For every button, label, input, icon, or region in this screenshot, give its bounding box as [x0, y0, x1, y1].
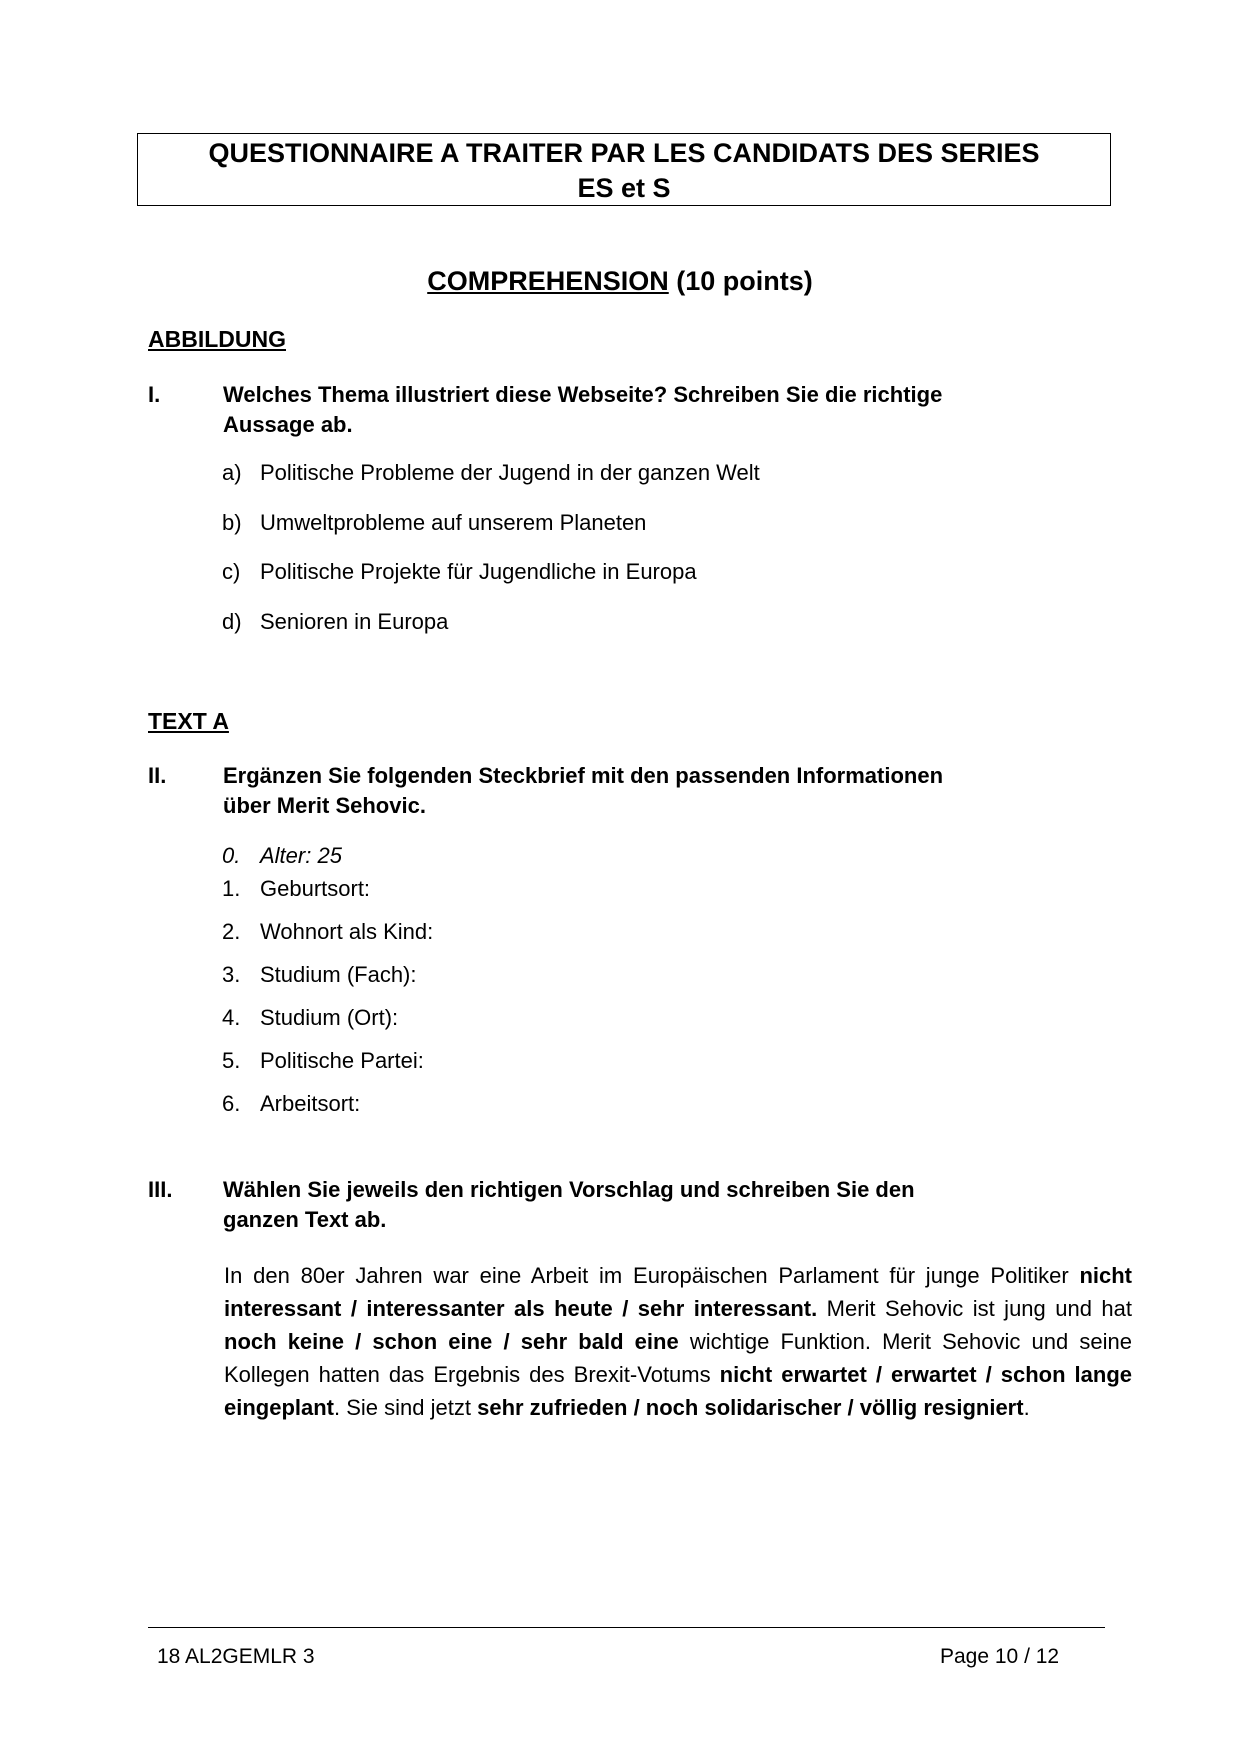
steckbrief-item-1-text: Geburtsort: — [260, 876, 371, 901]
question-3-line1: Wählen Sie jeweils den richtigen Vorschlag und schreiben Sie den — [223, 1177, 915, 1202]
question-3-number: III. — [148, 1177, 173, 1202]
choice-group-2: noch keine / schon eine / sehr bald eine — [224, 1329, 679, 1354]
question-1-line1: Welches Thema illustriert diese Webseite? Schreiben Sie die richtige — [223, 382, 943, 407]
paragraph-segment-3: wichtige Funktion. Merit Sehovic und seine Kollegen hatten das Ergebnis des Brexit-Votums — [224, 1329, 1132, 1387]
choice-group-1: nicht interessant / interessanter als heute / sehr interessant. — [224, 1263, 1132, 1321]
comprehension-title — [0, 266, 1240, 297]
footer-document-code: 18 AL2GEMLR 3 — [157, 1645, 315, 1668]
option-d-text: Senioren in Europa — [260, 609, 449, 634]
paragraph-segment-1: In den 80er Jahren war eine Arbeit im Europäischen Parlament für junge Politiker — [224, 1263, 1080, 1288]
steckbrief-item-6-text: Arbeitsort: — [260, 1091, 361, 1116]
steckbrief-item-1 — [222, 876, 370, 902]
steckbrief-item-3 — [222, 962, 417, 988]
question-1-text — [223, 380, 1083, 440]
option-d-label: d) — [222, 609, 242, 634]
steckbrief-item-6-label: 6. — [222, 1091, 241, 1116]
steckbrief-item-0 — [222, 843, 342, 869]
steckbrief-item-0-text: Alter: 25 — [260, 843, 342, 868]
steckbrief-item-2-text: Wohnort als Kind: — [260, 919, 434, 944]
questionnaire-title-line2: ES et S — [577, 173, 671, 203]
paragraph-segment-4: . Sie sind jetzt — [334, 1395, 478, 1420]
question-2-line2: über Merit Sehovic. — [223, 793, 426, 818]
questionnaire-title-line1: QUESTIONNAIRE A TRAITER PAR LES CANDIDATS DES SERIES — [208, 138, 1040, 168]
footer-divider — [148, 1627, 1105, 1628]
steckbrief-item-1-label: 1. — [222, 876, 241, 901]
option-c-text: Politische Projekte für Jugendliche in Europa — [260, 559, 697, 584]
choice-group-3: nicht erwartet / erwartet / schon lange eingeplant — [224, 1362, 1132, 1420]
gap-text-paragraph — [224, 1259, 1132, 1424]
question-3-text — [223, 1175, 1083, 1235]
comprehension-points: (10 points) — [676, 266, 813, 296]
steckbrief-item-3-label: 3. — [222, 962, 241, 987]
question-1-line2: Aussage ab. — [223, 412, 353, 437]
option-b — [222, 510, 646, 536]
option-b-label: b) — [222, 510, 242, 535]
text-a-heading: TEXT A — [148, 708, 229, 734]
steckbrief-item-2 — [222, 919, 433, 945]
comprehension-heading: COMPREHENSION — [427, 266, 669, 296]
steckbrief-item-0-label: 0. — [222, 843, 241, 868]
choice-group-4: sehr zufrieden / noch solidarischer / völlig resigniert — [477, 1395, 1024, 1420]
option-a-label: a) — [222, 460, 242, 485]
questionnaire-title-box — [137, 133, 1111, 206]
question-2-number: II. — [148, 763, 167, 788]
question-3-line2: ganzen Text ab. — [223, 1207, 387, 1232]
option-c — [222, 559, 697, 585]
option-a — [222, 460, 760, 486]
steckbrief-item-6 — [222, 1091, 360, 1117]
abbildung-heading: ABBILDUNG — [148, 326, 286, 352]
question-2-text — [223, 761, 1083, 821]
paragraph-segment-5: . — [1023, 1395, 1030, 1420]
question-2-line1: Ergänzen Sie folgenden Steckbrief mit den passenden Informationen — [223, 763, 944, 788]
footer-page-number: Page 10 / 12 — [940, 1645, 1060, 1668]
option-c-label: c) — [222, 559, 241, 584]
option-b-text: Umweltprobleme auf unserem Planeten — [260, 510, 647, 535]
steckbrief-item-2-label: 2. — [222, 919, 241, 944]
steckbrief-item-4-text: Studium (Ort): — [260, 1005, 399, 1030]
steckbrief-item-3-text: Studium (Fach): — [260, 962, 417, 987]
steckbrief-item-4-label: 4. — [222, 1005, 241, 1030]
steckbrief-item-5-label: 5. — [222, 1048, 241, 1073]
question-1-number: I. — [148, 382, 161, 407]
steckbrief-item-4 — [222, 1005, 398, 1031]
steckbrief-item-5-text: Politische Partei: — [260, 1048, 424, 1073]
paragraph-segment-2: Merit Sehovic ist jung und hat — [817, 1296, 1132, 1321]
steckbrief-item-5 — [222, 1048, 424, 1074]
option-d — [222, 609, 448, 635]
option-a-text: Politische Probleme der Jugend in der ganzen Welt — [260, 460, 760, 485]
